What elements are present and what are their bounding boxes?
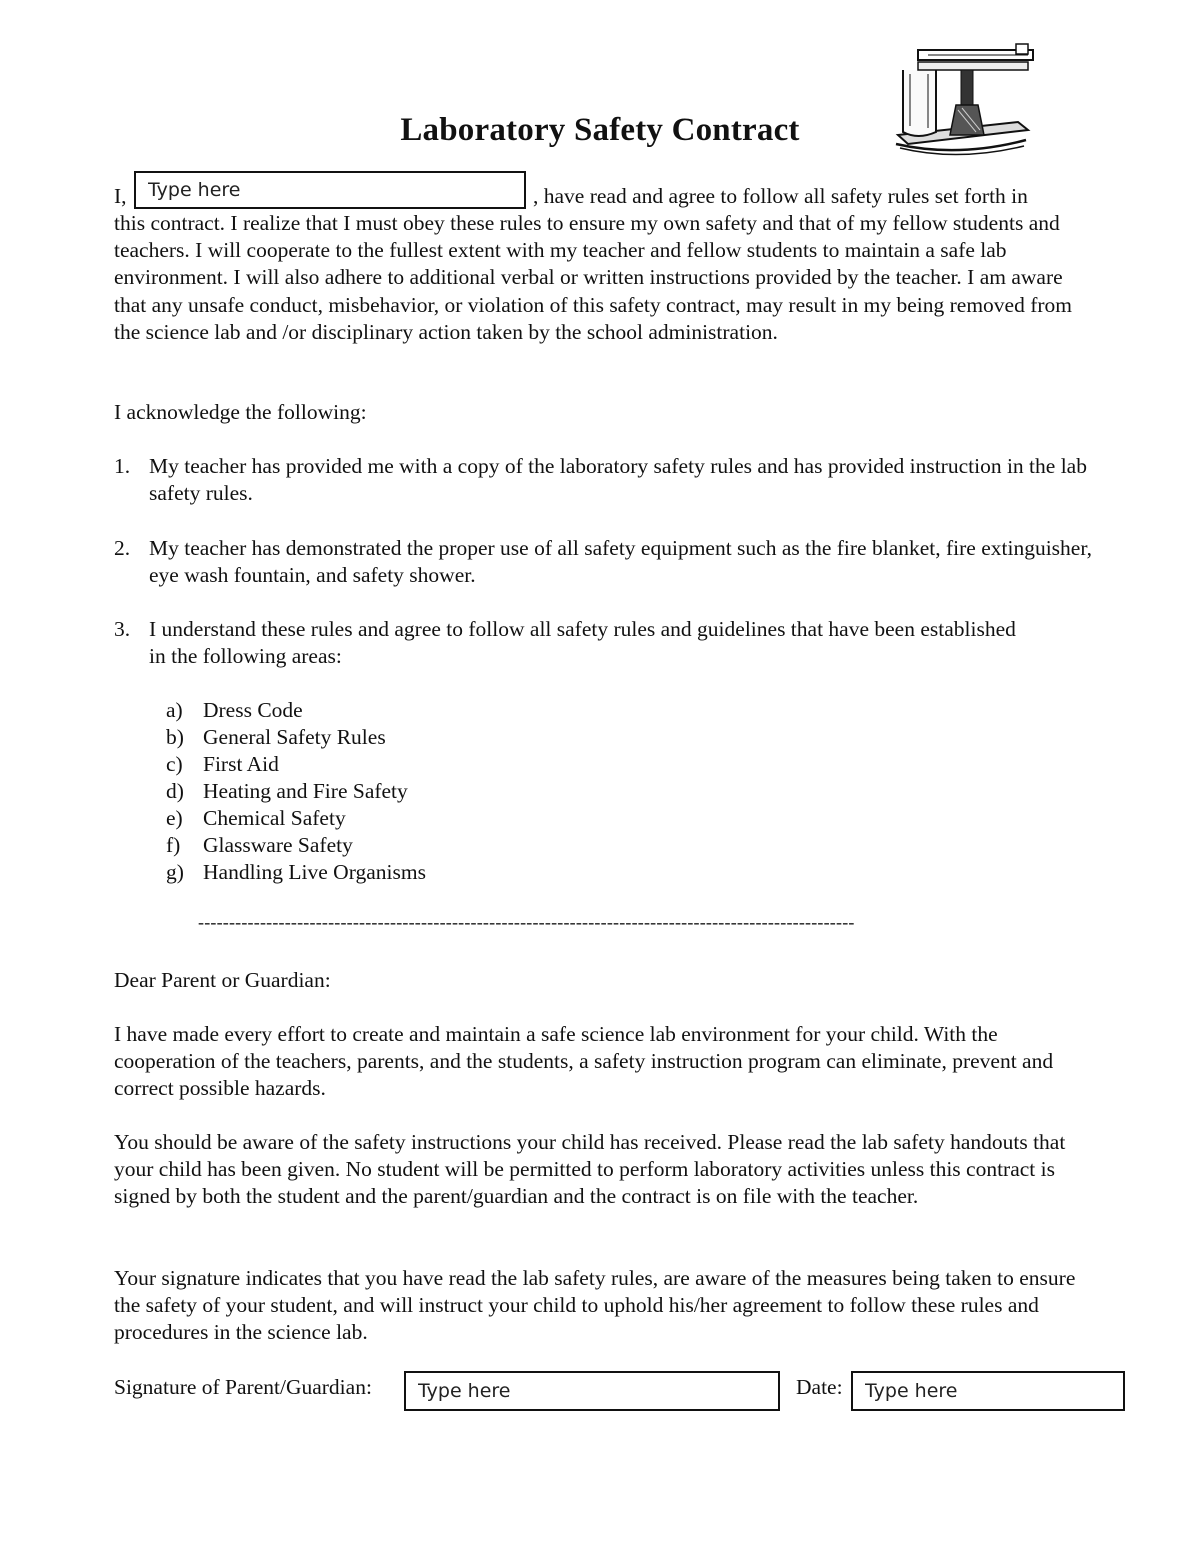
area-item-general-safety	[166, 724, 386, 751]
area-text: First Aid	[203, 752, 279, 776]
date-label: Date:	[796, 1375, 843, 1399]
area-text: General Safety Rules	[203, 725, 386, 749]
area-item-first-aid	[166, 751, 279, 778]
acknowledgement-text: My teacher has provided me with a copy of the laboratory safety rules and has provided instruction in the lab safety rules.	[149, 454, 1087, 506]
acknowledgement-text: I understand these rules and agree to follow all safety rules and guidelines that have been established in the following areas:	[149, 617, 1016, 669]
area-text: Glassware Safety	[203, 833, 353, 857]
student-name-input[interactable]	[134, 171, 526, 209]
area-text: Handling Live Organisms	[203, 860, 426, 884]
area-text: Dress Code	[203, 698, 303, 722]
acknowledgement-number: 3.	[114, 617, 131, 641]
area-label: d)	[166, 779, 184, 803]
area-item-glassware	[166, 832, 353, 859]
acknowledgement-text: My teacher has demonstrated the proper use of all safety equipment such as the fire blanket, fire extinguisher, eye wash fountain, and safety shower.	[149, 536, 1093, 588]
area-label: f)	[166, 833, 181, 857]
intro-line1-rest: , have read and agree to follow all safety rules set forth in	[533, 184, 1028, 208]
area-label: e)	[166, 806, 183, 830]
area-item-dress-code	[166, 697, 303, 724]
parent-paragraph-2: You should be aware of the safety instructions your child has received. Please read the lab safety handouts that your child has been given. No student will be permitted to perform laboratory activities unless this contract is signed by both the student and the parent/guardian and the contract is on file with the teacher.	[114, 1130, 1066, 1209]
date-input[interactable]	[851, 1371, 1125, 1411]
acknowledgement-number: 1.	[114, 454, 131, 478]
dashed-separator: ----------------------------------------------------------------------------------------------------------	[198, 912, 855, 932]
signature-label: Signature of Parent/Guardian:	[114, 1375, 372, 1399]
page-title: Laboratory Safety Contract	[400, 112, 800, 148]
area-label: c)	[166, 752, 183, 776]
parent-signature-input[interactable]	[404, 1371, 780, 1411]
acknowledge-heading: I acknowledge the following:	[114, 400, 367, 424]
area-item-heating-fire	[166, 778, 408, 805]
parent-salutation: Dear Parent or Guardian:	[114, 968, 331, 992]
acknowledgement-number: 2.	[114, 536, 131, 560]
area-label: b)	[166, 725, 184, 749]
intro-prefix: I,	[114, 184, 127, 208]
parent-paragraph-3: Your signature indicates that you have read the lab safety rules, are aware of the measures being taken to ensure the safety of your student, and will instruct your child to uphold his/her agreement to follow these rules and procedures in the science lab.	[114, 1266, 1076, 1345]
area-item-chemical	[166, 805, 346, 832]
area-text: Heating and Fire Safety	[203, 779, 408, 803]
area-label: g)	[166, 860, 184, 884]
area-item-live-organisms	[166, 859, 426, 886]
area-text: Chemical Safety	[203, 806, 346, 830]
parent-paragraph-1: I have made every effort to create and maintain a safe science lab environment for your child. With the cooperation of the teachers, parents, and the students, a safety instruction program can eliminate, prevent and correct possible hazards.	[114, 1022, 1054, 1101]
intro-body: this contract. I realize that I must obey these rules to ensure my own safety and that of my fellow students and teachers. I will cooperate to the fullest extent with my teacher and fellow students to maintain a safe lab environment. I will also adhere to additional verbal or written instructions provided by the teacher. I am aware that any unsafe conduct, misbehavior, or violation of this safety contract, may result in my being removed from the science lab and /or disciplinary action taken by the school administration.	[114, 211, 1073, 344]
area-label: a)	[166, 698, 183, 722]
